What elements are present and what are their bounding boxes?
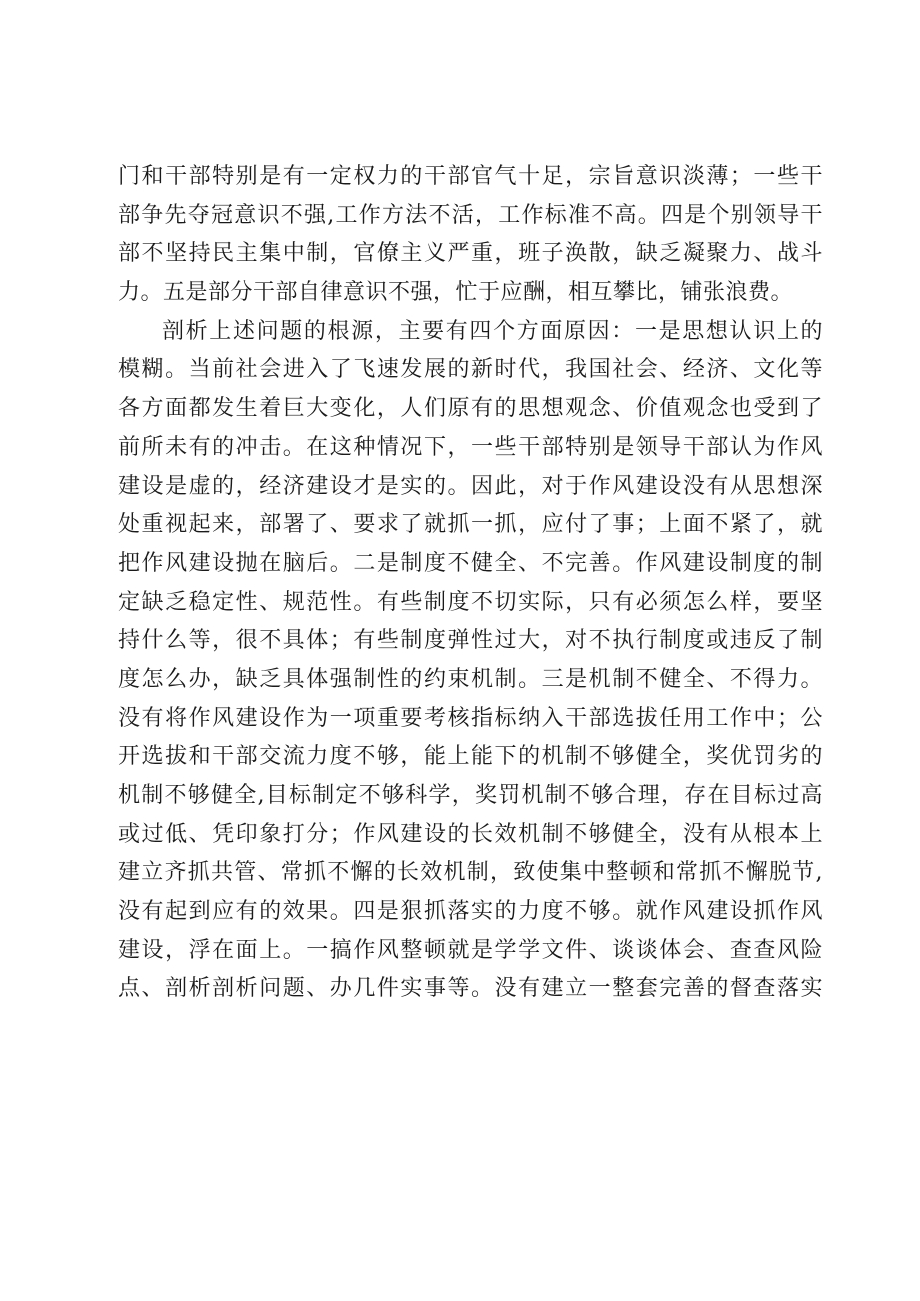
text-line: 前所未有的冲击。在这种情况下，一些干部特别是领导干部认为作风: [118, 434, 823, 460]
text-line: 建立齐抓共管、常抓不懈的长效机制，致使集中整顿和常抓不懈脱节,: [118, 860, 823, 886]
text-line: 点、剖析剖析问题、办几件实事等。没有建立一整套完善的督查落实: [118, 976, 823, 1002]
text-line: 没有起到应有的效果。四是狠抓落实的力度不够。就作风建设抓作风: [118, 899, 823, 925]
text-line: 门和干部特别是有一定权力的干部官气十足，宗旨意识淡薄；一些干: [118, 164, 823, 189]
text-line: 没有将作风建设作为一项重要考核指标纳入干部选拔任用工作中；公: [118, 705, 823, 731]
text-line: 模糊。当前社会进入了飞速发展的新时代，我国社会、经济、文化等: [118, 357, 823, 383]
text-line: 部不坚持民主集中制，官僚主义严重，班子涣散，缺乏凝聚力、战斗: [118, 241, 823, 267]
paragraph-start-line: 剖析上述问题的根源，主要有四个方面原因：一是思想认识上的: [162, 318, 823, 344]
text-line: 定缺乏稳定性、规范性。有些制度不切实际，只有必须怎么样，要坚: [118, 589, 823, 615]
text-line: 各方面都发生着巨大变化，人们原有的思想观念、价值观念也受到了: [118, 396, 823, 422]
text-line: 持什么等，很不具体；有些制度弹性过大，对不执行制度或违反了制: [118, 628, 823, 654]
text-line: 开选拔和干部交流力度不够，能上能下的机制不够健全，奖优罚劣的: [118, 744, 823, 770]
text-line: 力。五是部分干部自律意识不强，忙于应酬，相互攀比，铺张浪费。: [118, 280, 794, 306]
text-line: 把作风建设抛在脑后。二是制度不健全、不完善。作风建设制度的制: [118, 550, 823, 576]
text-line: 部争先夺冠意识不强,工作方法不活，工作标准不高。四是个别领导干: [118, 202, 823, 228]
text-line: 机制不够健全,目标制定不够科学，奖罚机制不够合理，存在目标过高: [118, 783, 823, 808]
text-line: 建设，浮在面上。一搞作风整顿就是学学文件、谈谈体会、查查风险: [118, 937, 823, 963]
text-line: 处重视起来，部署了、要求了就抓一抓，应付了事；上面不紧了，就: [118, 512, 823, 538]
text-line: 或过低、凭印象打分；作风建设的长效机制不够健全，没有从根本上: [118, 821, 823, 847]
text-line: 度怎么办，缺乏具体强制性的约束机制。三是机制不健全、不得力。: [118, 666, 823, 692]
text-line: 建设是虚的，经济建设才是实的。因此，对于作风建设没有从思想深: [118, 473, 823, 499]
body-text: [118, 158, 823, 1009]
